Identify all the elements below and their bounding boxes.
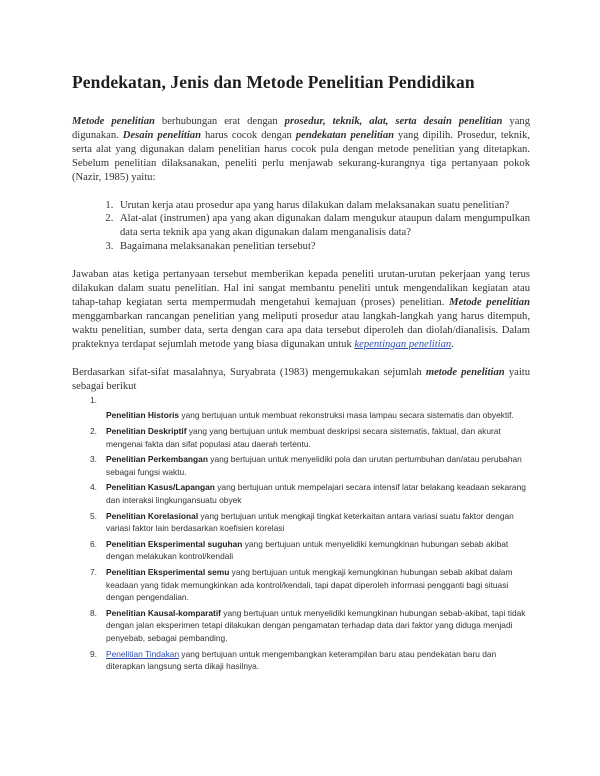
list-item: [90, 566, 530, 604]
page-title: Pendekatan, Jenis dan Metode Penelitian Pendidikan: [72, 72, 475, 92]
item-number: 9.: [90, 648, 97, 659]
answer-paragraph: [72, 268, 530, 351]
method-term: Penelitian Kasus/Lapangan: [106, 482, 215, 493]
questions-list: [72, 199, 530, 255]
method-desc: yang bertujuan untuk mengkaji tingkat keterkaitan antara variasi suatu faktor dengan variasi faktor lain berdasarkan koefisien korelasi: [106, 510, 514, 534]
method-term: Penelitian Deskriptif: [106, 426, 187, 436]
question-item: 2. Alat-alat (instrumen) apa yang akan digunakan dalam mengukur ataupun dalam mengumpulkan data serta teknik apa yang akan digunakan dalam menganalisis data?: [116, 212, 530, 240]
list-item: [90, 453, 530, 478]
item-number: 2.: [90, 426, 97, 436]
question-item: 1. Urutan kerja atau prosedur apa yang harus dilakukan dalam melaksanakan suatu penelitian?: [116, 199, 530, 213]
text: yang dipilih. Prosedur, teknik, serta alat yang digunakan dalam penelitian harus cocok pula dengan metode penelitian yang ditetapkan. Sebelum penelitian dilaksanakan, peneliti perlu menjawab sekurang-kurangnya tiga pertanyaan pokok (Nazir, 1985) yaitu:: [72, 129, 530, 183]
method-desc: yang bertujuan untuk menyelidiki kemungkinan hubungan sebab akibat dengan melakukan kontrol/kendali: [106, 538, 509, 562]
text: Jawaban atas ketiga pertanyaan tersebut memberikan kepada peneliti urutan-urutan pekerjaan yang terus dilakukan dalam suatu penelitian. Hal ini sangat membantu peneliti untuk mengendalikan kegiatan atau tahap-tahap kegiatan serta mempermudah mengetahui kemajuan (proses) penelitian.: [72, 269, 530, 308]
item-number: 5.: [90, 510, 97, 521]
item-number: 7.: [90, 566, 97, 577]
text: berhubungan erat dengan: [154, 116, 285, 127]
emph-pendekatan: pendekatan penelitian: [295, 129, 395, 141]
methods-intro-paragraph: [72, 366, 530, 394]
method-term: Penelitian Historis: [106, 410, 180, 421]
method-desc: yang yang bertujuan untuk membuat deskripsi secara sistematis, faktual, dan akurat mengenai fakta dan sifat populasi atau daerah tertentu.: [106, 426, 501, 449]
item-number: 8.: [90, 607, 97, 618]
text: yaitu sebagai berikut: [72, 366, 530, 392]
method-desc: yang bertujuan untuk mempelajari secara intensif latar belakang keadaan sekarang dan interaksi lingkungansuatu obyek: [106, 482, 526, 505]
item-number: 4.: [90, 482, 97, 493]
emph-metode-penelitian: Metode penelitian: [449, 296, 530, 308]
item-number: 6.: [90, 538, 97, 549]
list-item: [90, 481, 530, 506]
emph-desain: Desain penelitian: [122, 129, 201, 141]
penelitian-tindakan-link[interactable]: Penelitian Tindakan: [106, 648, 180, 659]
text: Berdasarkan sifat-sifat masalahnya, Suryabrata (1983) mengemukakan sejumlah: [72, 366, 426, 378]
emph-metode-penelitian: Metode penelitian: [72, 116, 155, 127]
method-term: Penelitian Eksperimental semu: [106, 566, 230, 577]
text: menggambarkan rancangan penelitian yang meliputi prosedur atau langkah-langkah yang harus ditempuh, waktu penelitian, sumber data, serta dengan cara apa data tersebut diperoleh dan diolah/dianalisis. Dalam prakteknya terdapat sejumlah metode yang biasa digunakan untuk: [72, 310, 530, 350]
text: .: [451, 338, 454, 350]
item-number: 3.: [90, 454, 97, 465]
method-term: Penelitian Korelasional: [106, 510, 199, 521]
list-item: [90, 648, 530, 673]
list-item: [90, 607, 530, 645]
text: harus cocok dengan: [200, 129, 296, 141]
method-desc: yang bertujuan untuk membuat rekonstruksi masa lampau secara sistematis dan obyektif.: [179, 410, 514, 421]
method-term: Penelitian Eksperimental suguhan: [106, 538, 243, 549]
method-desc: yang bertujuan untuk menyelidiki pola dan urutan pertumbuhan dan/atau perubahan sebagai fungsi waktu.: [106, 454, 522, 477]
method-term: Penelitian Perkembangan: [106, 454, 208, 465]
list-item: [90, 510, 530, 535]
question-item: 3. Bagaimana melaksanakan penelitian tersebut?: [116, 240, 530, 254]
method-desc: yang bertujuan untuk mengembangkan keterampilan baru atau pendekatan baru dan diterapkan langsung serta dikaji hasilnya.: [106, 648, 497, 672]
intro-paragraph: [72, 115, 530, 185]
list-item: [90, 425, 530, 450]
kepentingan-penelitian-link[interactable]: kepentingan penelitian: [354, 338, 452, 350]
list-item: [90, 538, 530, 563]
methods-list: [72, 395, 530, 672]
item-number: 1.: [90, 395, 97, 406]
method-term: Penelitian Kausal-komparatif: [106, 607, 221, 618]
method-desc: yang bertujuan untuk menyelidiki kemungkinan hubungan sebab-akibat, tapi tidak dengan jalan eksperimen tetapi dilakukan dengan pengamatan terhadap data dari faktor yang diduga menjadi penyebab, sebagai pembanding.: [106, 607, 526, 643]
emph-metode-penelitian: metode penelitian: [425, 366, 505, 378]
list-item: [90, 395, 530, 422]
text: yang digunakan.: [72, 116, 530, 141]
emph-prosedur: prosedur, teknik, alat, serta desain penelitian: [284, 116, 503, 127]
method-desc: yang bertujuan untuk mengkaji kemungkinan hubungan sebab akibat dalam keadaan yang tidak memungkinkan ada kontrol/kendali, tapi dapat diperoleh informasi pengganti bagi situasi dengan pengendalian.: [106, 566, 513, 603]
